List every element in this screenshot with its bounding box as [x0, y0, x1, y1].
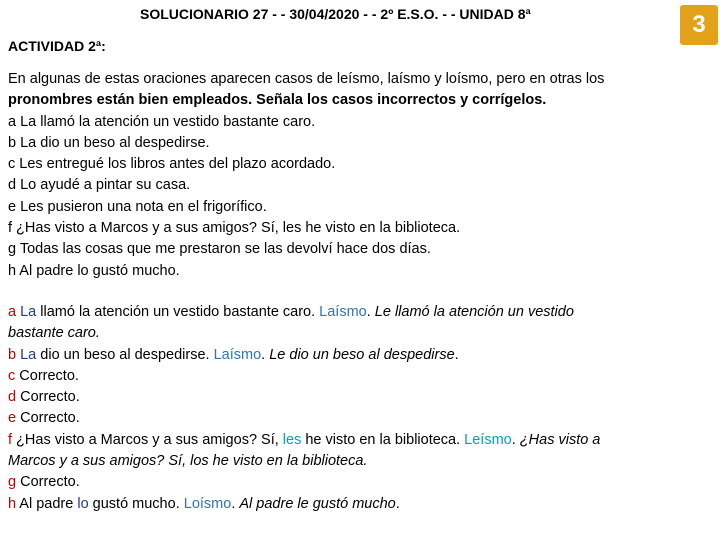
answer-text: gustó mucho. [88, 495, 184, 512]
exercise-item: b La dio un beso al despedirse. [8, 134, 210, 151]
page-number-badge: 3 [680, 5, 718, 45]
answer-text: llamó la atención un vestido bastante caro. [36, 304, 320, 320]
correction: Al padre le gustó mucho [239, 495, 396, 512]
answer-letter: f [8, 431, 13, 448]
answer-letter: c [8, 367, 16, 384]
exercise-item: a La llamó la atención un vestido bastante caro. [8, 113, 316, 130]
answer-letter: g [8, 474, 17, 491]
exercise-item: g Todas las cosas que me prestaron se las devolví hace dos días. [8, 241, 431, 258]
correction: ¿Has visto a [519, 431, 601, 448]
answer-letter: a [8, 304, 17, 320]
exercise-item: h Al padre lo gustó mucho. [8, 262, 180, 279]
answer-letter: e [8, 410, 17, 427]
answer-text: Correcto. [16, 410, 80, 427]
exercise-item: e Les pusieron una nota en el frigorífico. [8, 198, 267, 215]
answer-text: Al padre [16, 495, 78, 512]
correction: Le dio un beso al despedirse [269, 346, 455, 363]
pronoun-highlight: La [20, 304, 37, 320]
answers-block [8, 302, 688, 515]
instructions-block [8, 69, 688, 282]
error-type: Laísmo [213, 346, 262, 363]
answer-letter: b [8, 346, 17, 363]
answer-text: dio un beso al despedirse. [36, 346, 214, 363]
answer-d [8, 387, 688, 408]
exercise-item: c Les entregué los libros antes del plazo acordado. [8, 156, 336, 173]
pronoun-highlight: lo [77, 495, 89, 512]
answer-f: f ¿Has visto a Marcos y a sus amigos? Sí, les he visto en la biblioteca. Leísmo. ¿Has visto a [8, 431, 601, 448]
error-type: Loísmo [183, 495, 232, 512]
answer-text: Correcto. [16, 389, 80, 406]
exercise-item: d Lo ayudé a pintar su casa. [8, 177, 191, 194]
error-type: Leísmo [464, 431, 512, 448]
answer-text: Correcto. [16, 474, 80, 491]
instructions-line: En algunas de estas oraciones aparecen casos de leísmo, laísmo y loísmo, pero en otras los [8, 71, 605, 87]
answer-letter: h [8, 495, 17, 512]
answer-text: he visto en la biblioteca. [301, 431, 465, 448]
error-type: Laísmo [319, 304, 367, 320]
answer-f-continued: Marcos y a sus amigos? Sí, los he visto en la biblioteca. [8, 453, 368, 470]
answer-h: h Al padre lo gustó mucho. Loísmo. Al padre le gustó mucho. [8, 495, 400, 512]
pronoun-highlight: les [282, 431, 302, 448]
correction: Marcos y a sus amigos? Sí, los he visto en la biblioteca [8, 453, 364, 470]
answer-letter: d [8, 389, 17, 406]
page-header: SOLUCIONARIO 27 - - 30/04/2020 - - 2º E.S.O. - - UNIDAD 8ª [140, 6, 531, 22]
instructions-line: pronombres están bien empleados. Señala los casos incorrectos y corrígelos. [8, 92, 547, 109]
answer-e [8, 408, 688, 429]
correction: Le llamó la atención un vestido [374, 304, 574, 320]
answer-g [8, 472, 688, 493]
exercise-item: f ¿Has visto a Marcos y a sus amigos? Sí, les he visto en la biblioteca. [8, 220, 461, 237]
correction: bastante caro [8, 325, 96, 342]
answer-c [8, 366, 688, 387]
pronoun-highlight: La [20, 346, 37, 363]
answer-b: b La dio un beso al despedirse. Laísmo. Le dio un beso al despedirse. [8, 346, 459, 363]
activity-title: ACTIVIDAD 2ª: [8, 38, 106, 54]
answer-text: Correcto. [15, 367, 79, 384]
answer-text: ¿Has visto a Marcos y a sus amigos? Sí, [12, 431, 283, 448]
answer-a: a La llamó la atención un vestido bastante caro. Laísmo. Le llamó la atención un vestido [8, 304, 574, 320]
answer-a-continued: bastante caro. [8, 325, 100, 342]
